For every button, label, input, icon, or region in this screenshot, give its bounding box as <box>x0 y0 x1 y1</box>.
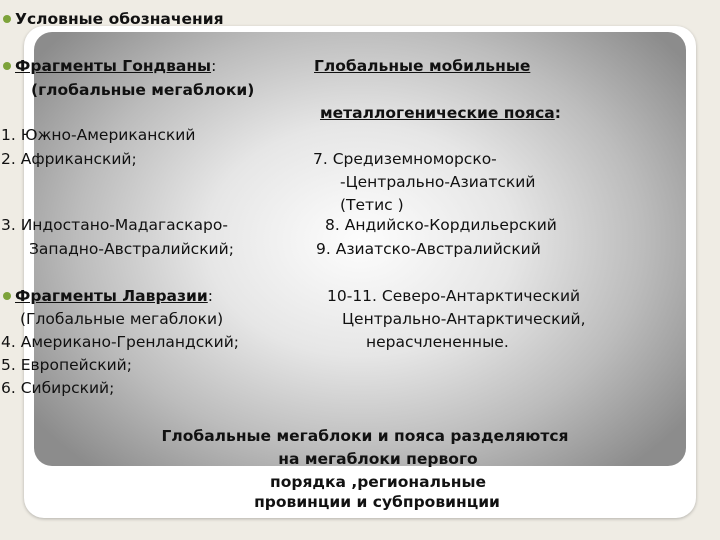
belts-heading-line2-row <box>320 104 561 123</box>
gondwana-item: Западно-Австралийский; <box>29 240 234 258</box>
belt-item: -Центрально-Азиатский <box>340 173 536 191</box>
belts-heading-line1: Глобальные мобильные <box>314 57 531 75</box>
laurasia-heading-row <box>15 287 213 306</box>
footer-line: на мегаблоки первого <box>278 450 478 468</box>
gondwana-heading: Фрагменты Гондваны <box>15 57 212 75</box>
laurasia-heading: Фрагменты Лавразии <box>15 287 208 305</box>
belt-item: нерасчлененные. <box>366 333 509 351</box>
gondwana-item: 2. Африканский; <box>1 150 137 168</box>
belt-item: (Тетис ) <box>340 196 404 214</box>
belt-item: 9. Азиатско-Австралийский <box>316 240 541 258</box>
gondwana-heading-colon: : <box>211 57 217 75</box>
laurasia-item: 5. Европейский; <box>1 356 132 374</box>
bullet-icon <box>3 15 11 23</box>
belt-item: 7. Средиземноморско- <box>313 150 497 168</box>
bullet-icon <box>3 292 11 300</box>
bullet-icon <box>3 62 11 70</box>
footer-line: провинции и субпровинции <box>254 493 500 511</box>
belts-heading-line2: металлогенические пояса <box>320 104 555 122</box>
laurasia-subheading: (Глобальные мегаблоки) <box>20 310 224 328</box>
laurasia-heading-colon: : <box>207 287 213 305</box>
gondwana-item: 3. Индостано-Мадагаскаро- <box>1 216 228 234</box>
belt-item: 10-11. Северо-Антарктический <box>327 287 581 305</box>
gondwana-heading-row <box>15 57 216 76</box>
laurasia-item: 4. Американо-Гренландский; <box>1 333 240 351</box>
belt-item: Центрально-Антарктический, <box>342 310 586 328</box>
laurasia-item: 6. Сибирский; <box>1 379 115 397</box>
gondwana-subheading: (глобальные мегаблоки) <box>31 81 255 99</box>
footer-line: Глобальные мегаблоки и пояса разделяются <box>161 427 569 445</box>
belts-heading-colon: : <box>554 104 561 122</box>
gondwana-item: 1. Южно-Американский <box>1 126 196 144</box>
footer-line: порядка ,региональные <box>270 473 486 491</box>
belt-item: 8. Андийско-Кордильерский <box>325 216 557 234</box>
legend-title: Условные обозначения <box>15 10 224 28</box>
